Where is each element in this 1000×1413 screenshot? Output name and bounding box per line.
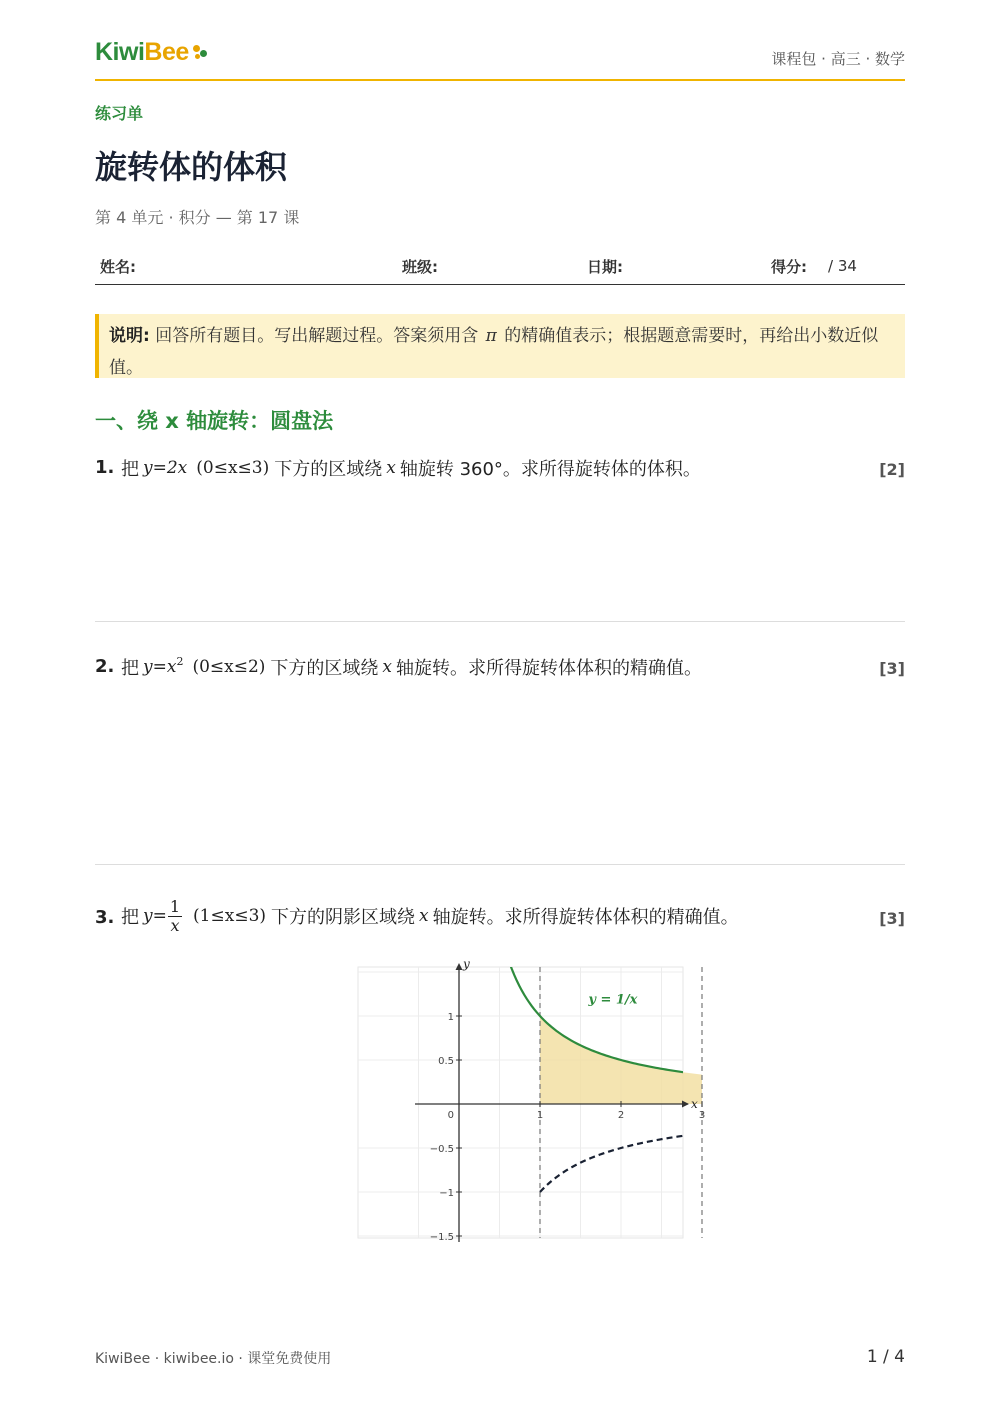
worksheet-page (95, 0, 905, 1413)
bee-dots-icon (191, 43, 209, 63)
math-formula: y=x (143, 657, 177, 677)
math-exponent: 2 (176, 654, 184, 668)
question-text: 轴旋转。求所得旋转体体积的精确值。 (396, 658, 703, 679)
math-axis: x (419, 906, 429, 926)
brand-name-bee: Bee (144, 38, 189, 66)
x-tick-label: 2 (617, 1110, 625, 1121)
math-axis: x (382, 657, 393, 677)
y-axis-label: y (463, 957, 470, 971)
course-tag: 课程包 · 高三 · 数学 (771, 50, 905, 68)
x-tick-label: 1 (536, 1110, 544, 1121)
fraction-numerator: 1 (169, 896, 181, 916)
y-tick-label: 1 (447, 1012, 454, 1023)
page-number: 1 / 4 (866, 1347, 905, 1367)
question-marks: [3] (879, 909, 905, 928)
fraction-denominator: x (170, 915, 180, 935)
question-text: 把 (121, 459, 139, 480)
y-tick-label: 0.5 (438, 1056, 454, 1067)
worksheet-kicker: 练习单 (95, 104, 144, 123)
name-label: 姓名: (100, 258, 136, 276)
question-marks: [2] (879, 460, 905, 479)
math-range: (0≤x≤3) (196, 458, 270, 478)
math-range: (0≤x≤2) (192, 657, 266, 677)
question-text: 下方的区域绕 (274, 459, 383, 480)
answer-divider (95, 621, 905, 622)
page-footer (95, 1348, 905, 1368)
score-total: / 34 (828, 257, 857, 275)
brand-logo (95, 38, 209, 67)
question-marks: [3] (879, 659, 905, 678)
instructions-label: 说明: (109, 326, 150, 346)
question-text: 下方的区域绕 (270, 658, 379, 679)
x-tick-label: 3 (698, 1110, 706, 1121)
student-info-row (95, 252, 905, 285)
y-tick-label: −0.5 (429, 1144, 454, 1155)
question-text: 轴旋转。求所得旋转体体积的精确值。 (432, 907, 739, 928)
math-range: (1≤x≤3) (193, 906, 267, 926)
section-heading: 一、绕 x 轴旋转：圆盘法 (95, 409, 334, 433)
question-text: 把 (121, 907, 139, 928)
question-number: 1. (95, 457, 115, 478)
pi-symbol: π (485, 326, 497, 346)
x-axis-label: x (691, 1097, 698, 1111)
y-tick-label: −1 (439, 1188, 454, 1199)
class-label: 班级: (402, 258, 438, 276)
reciprocal-function-chart (318, 955, 708, 1245)
curve-annotation: y = 1/x (588, 992, 638, 1008)
instructions-text-b: 的精确值表示；根据题意需要时，再给出小数近似值。 (109, 326, 879, 378)
math-fraction (168, 898, 182, 935)
page-header (95, 36, 905, 81)
question-text: 下方的阴影区域绕 (271, 907, 416, 928)
brand-name-kiwi: Kiwi (95, 38, 145, 66)
math-formula: y=2x (143, 458, 188, 478)
score-label: 得分: (771, 258, 807, 276)
instructions-box (95, 314, 905, 378)
question-text: 轴旋转 360°。求所得旋转体的体积。 (399, 459, 701, 480)
question-number: 3. (95, 907, 115, 928)
math-axis: x (386, 458, 396, 478)
page-subtitle: 第 4 单元 · 积分 — 第 17 课 (95, 208, 300, 227)
y-tick-label: 0 (447, 1110, 454, 1121)
y-tick-label: −1.5 (429, 1232, 454, 1243)
question-text: 把 (121, 658, 139, 679)
answer-divider (95, 864, 905, 865)
math-formula: y= (143, 906, 167, 926)
question-number: 2. (95, 656, 115, 677)
footer-text: KiwiBee · kiwibee.io · 课堂免费使用 (95, 1351, 332, 1367)
page-title: 旋转体的体积 (95, 148, 288, 186)
instructions-text-a: 回答所有题目。写出解题过程。答案须用含 (149, 326, 484, 346)
date-label: 日期: (587, 258, 623, 276)
